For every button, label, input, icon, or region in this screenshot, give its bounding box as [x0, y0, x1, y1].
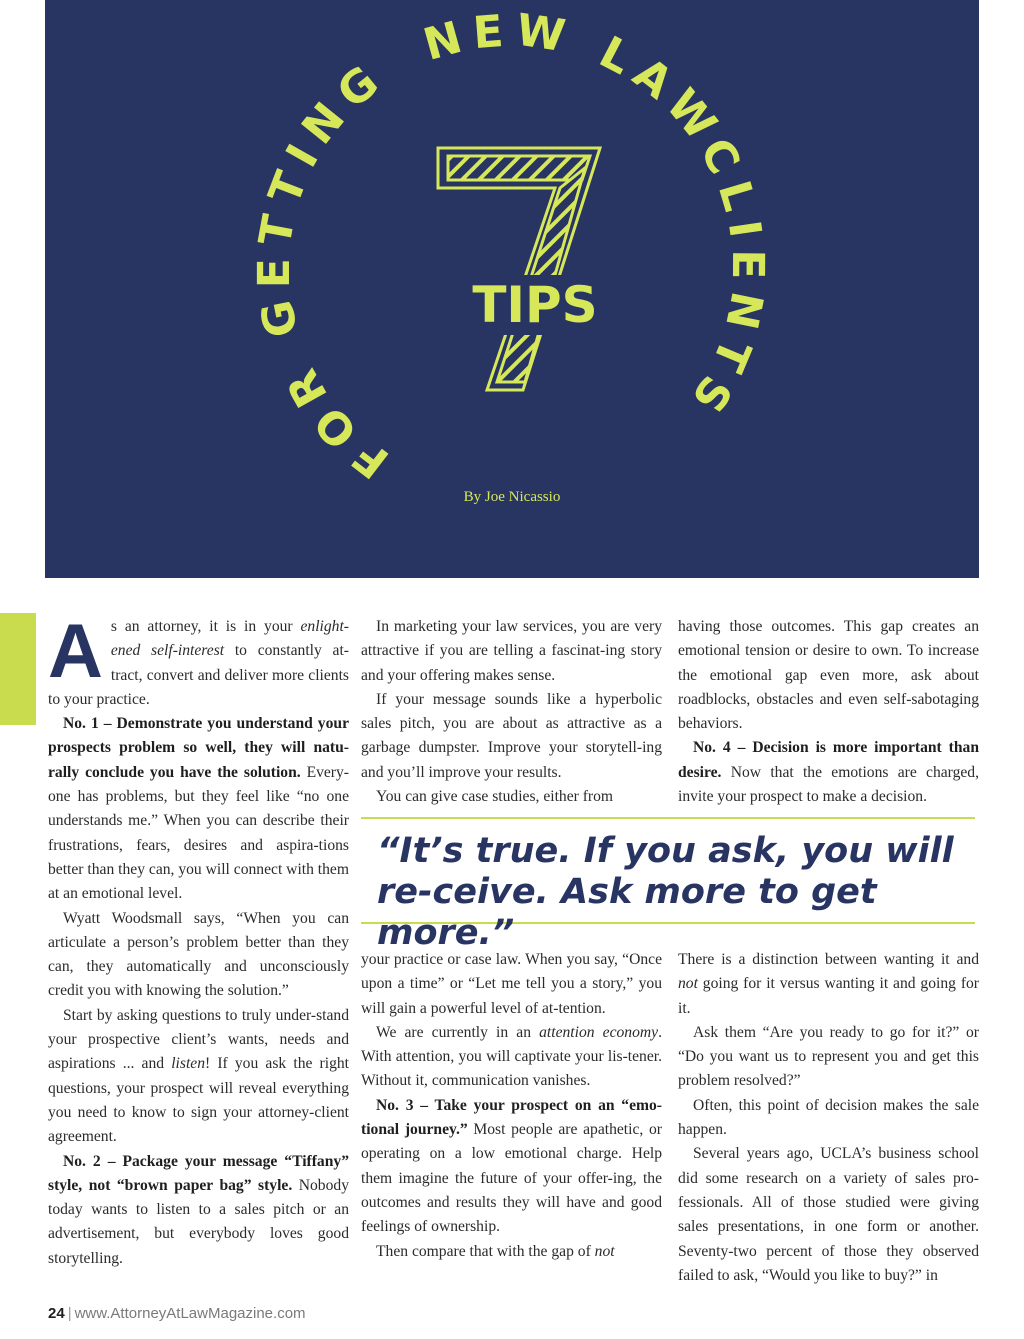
intro-paragraph: As an attorney, it is in your enlight-ened self-interest to constantly at-tract, convert and deliver more clients to your practice.: [48, 609, 349, 708]
article-column-2-bottom: [361, 948, 662, 1264]
tip-4-paragraph: No. 4 – Decision is more important than desire. Now that the emotions are charged, invite your prospect to make a decision.: [678, 739, 979, 806]
article-column-2-top: [361, 615, 662, 809]
page-number: 24: [48, 1305, 65, 1322]
seven-graphic: [438, 148, 600, 390]
hero-banner: [45, 0, 979, 578]
paragraph: If your message sounds like a hyperbolic sales pitch, you are about as attractive as a garbage dumpster. Improve your storytell-ing and you’ll improve your results.: [361, 690, 662, 781]
page-footer: [48, 1305, 306, 1322]
tip-1-paragraph: No. 1 – Demonstrate you understand your prospects problem so well, they will natu-rally conclude you have the solution. Every-one has problems, but they feel like “no one understands me.” When you can describe their frustrations, fears, desires and aspira-tions better than they can, you will connect with them at an emotional level.: [48, 715, 349, 903]
article-column-3-top: [678, 615, 979, 809]
accent-bar: [0, 613, 36, 725]
pull-quote-text: “It’s true. If you ask, you will re-ceive. Ask more to get more.”: [377, 831, 954, 953]
footer-url[interactable]: www.AttorneyAtLawMagazine.com: [74, 1305, 306, 1322]
paragraph: There is a distinction between wanting it and not going for it versus wanting it and going for it.: [678, 951, 979, 1017]
tips-label: TIPS: [472, 276, 598, 334]
paragraph: Then compare that with the gap of not: [376, 1242, 615, 1260]
article-column-1: [48, 609, 350, 1271]
paragraph: You can give case studies, either from: [376, 788, 614, 806]
paragraph: Several years ago, UCLA’s business school did some research on a variety of sales pro-fessionals. All of those studied were giving sales presentations, in one form or another. Seventy-two percent of those they observed failed to ask, “Would you like to buy?” in: [678, 1145, 979, 1284]
drop-cap: A: [48, 609, 103, 694]
paragraph: your practice or case law. When you say, “Once upon a time” or “Let me tell you a story,” you will gain a powerful level of at-tention.: [361, 951, 662, 1017]
arc-text-top: NEW LAW: [418, 4, 733, 158]
paragraph: Often, this point of decision makes the sale happen.: [678, 1096, 979, 1139]
byline: By Joe Nicassio: [463, 489, 561, 505]
paragraph: having those outcomes. This gap creates an emotional tension or desire to own. To increase the emotional gap even more, ask about roadblocks, obstacles and even self-sabotaging behaviors.: [678, 618, 979, 733]
arc-text-right: CLIENTS: [675, 130, 774, 430]
arc-text-left: FOR GETTING: [248, 50, 399, 488]
footer-separator: |: [67, 1305, 72, 1322]
paragraph: In marketing your law services, you are very attractive if you are telling a fascinat-ing story and your offering makes sense.: [361, 618, 662, 684]
paragraph: Ask them “Are you ready to go for it?” or “Do you want us to represent you and get this problem resolved?”: [678, 1023, 979, 1090]
paragraph: Start by asking questions to truly under-stand your prospective client’s wants, needs and aspirations ... and listen! If you ask the right questions, your prospect will reveal everything you need to know to sign your attorney-client agreement.: [48, 1006, 350, 1146]
tip-3-paragraph: No. 3 – Take your prospect on an “emo-tional journey.” Most people are apathetic, or operating on a low emotional charge. Help them imagine the future of your offer-ing, the outcomes and results they will have and good feelings of ownership.: [361, 1096, 662, 1236]
quote-paragraph: Wyatt Woodsmall says, “When you can articulate a person’s problem better than they can, they automatically and unconsciously credit you with knowing the solution.”: [48, 909, 349, 1000]
article-column-3-bottom: [678, 948, 979, 1288]
pull-quote: [361, 817, 975, 953]
tip-2-paragraph: No. 2 – Package your message “Tiffany” style, not “brown paper bag” style. Nobody today wants to listen to a sales pitch or an advertisement, but everybody loves good storytelling.: [48, 1152, 349, 1267]
paragraph: We are currently in an attention economy. With attention, you will captivate your lis-tener. Without it, communication vanishes.: [361, 1023, 662, 1090]
